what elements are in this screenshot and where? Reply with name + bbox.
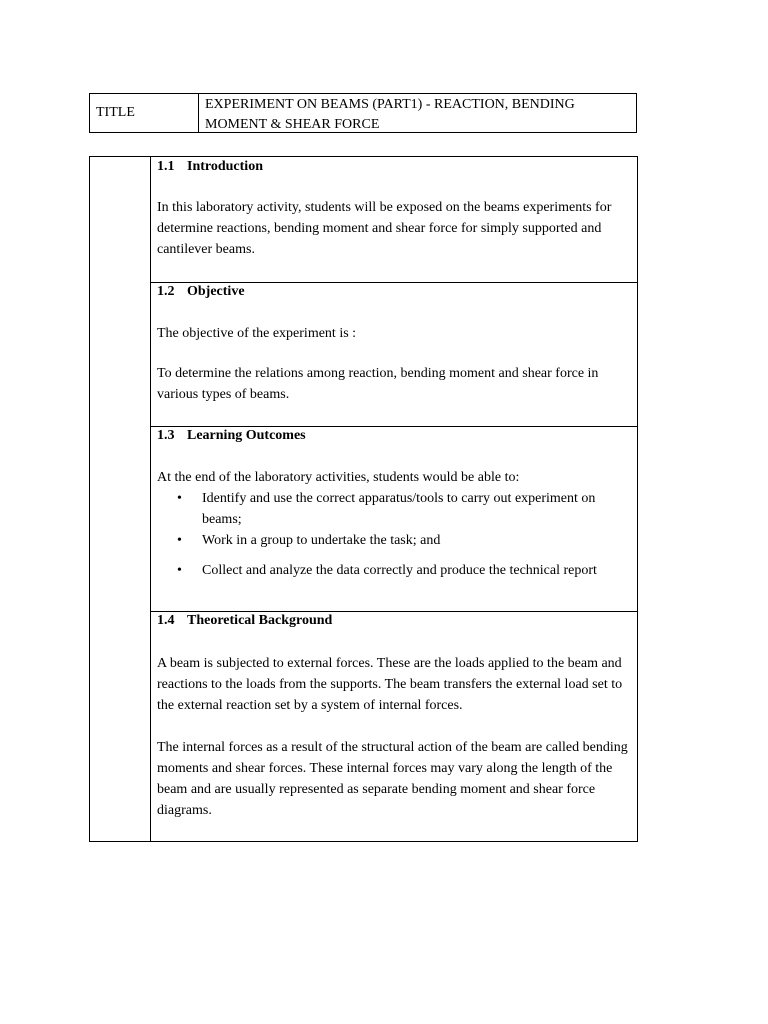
list-item-text: Collect and analyze the data correctly and produce the technical report: [202, 563, 597, 578]
section-learning-outcomes: [151, 427, 637, 612]
list-item: [157, 530, 635, 551]
theory-paragraph-1: A beam is subjected to external forces. These are the loads applied to the beam and reactions to the loads from the supports. The beam transfers the external load set to the external reaction set by a system of internal forces.: [157, 656, 623, 713]
section-introduction: [151, 157, 637, 283]
objective-paragraph-1: The objective of the experiment is :: [157, 326, 357, 341]
learning-outcomes-intro: At the end of the laboratory activities, students would be able to:: [157, 470, 520, 485]
content-table: [89, 156, 638, 842]
list-item-text: Work in a group to undertake the task; and: [202, 533, 441, 548]
section-number: 1.4: [157, 613, 175, 628]
title-value-cell: [205, 95, 635, 135]
list-item: [157, 488, 635, 530]
title-value-line1: EXPERIMENT ON BEAMS (PART1) - REACTION, BENDING: [205, 97, 575, 112]
bullet-icon: •: [177, 563, 182, 578]
section-title: Objective: [187, 284, 245, 299]
section-heading-introduction: [157, 159, 263, 175]
bullet-icon: •: [177, 533, 182, 548]
section-title: Introduction: [187, 159, 263, 174]
section-title: Learning Outcomes: [187, 428, 306, 443]
bullet-icon: •: [177, 491, 182, 506]
left-margin-column: [90, 157, 151, 841]
list-item-text: Identify and use the correct apparatus/tools to carry out experiment on beams;: [202, 491, 596, 527]
introduction-paragraph: In this laboratory activity, students will be exposed on the beams experiments for determine reactions, bending moment and shear force for simply supported and cantilever beams.: [157, 200, 612, 257]
section-objective: [151, 283, 637, 427]
objective-paragraph-2: To determine the relations among reaction, bending moment and shear force in various types of beams.: [157, 366, 599, 402]
title-table: [89, 93, 637, 133]
section-number: 1.2: [157, 284, 175, 299]
section-heading-learning-outcomes: [157, 428, 306, 444]
section-title: Theoretical Background: [187, 613, 333, 628]
section-number: 1.3: [157, 428, 175, 443]
section-heading-theoretical-background: [157, 613, 332, 629]
theory-paragraph-2: The internal forces as a result of the structural action of the beam are called bending moments and shear forces. These internal forces may vary along the length of the beam and are usually represented as separate bending moment and shear force diagrams.: [157, 740, 628, 818]
title-label-cell: [90, 94, 199, 132]
learning-outcomes-list: [157, 488, 635, 581]
section-theoretical-background: [151, 612, 637, 841]
title-value-line2: MOMENT & SHEAR FORCE: [205, 117, 380, 132]
section-heading-objective: [157, 284, 245, 300]
title-label: TITLE: [96, 105, 135, 120]
section-number: 1.1: [157, 159, 175, 174]
list-item: [157, 560, 635, 581]
